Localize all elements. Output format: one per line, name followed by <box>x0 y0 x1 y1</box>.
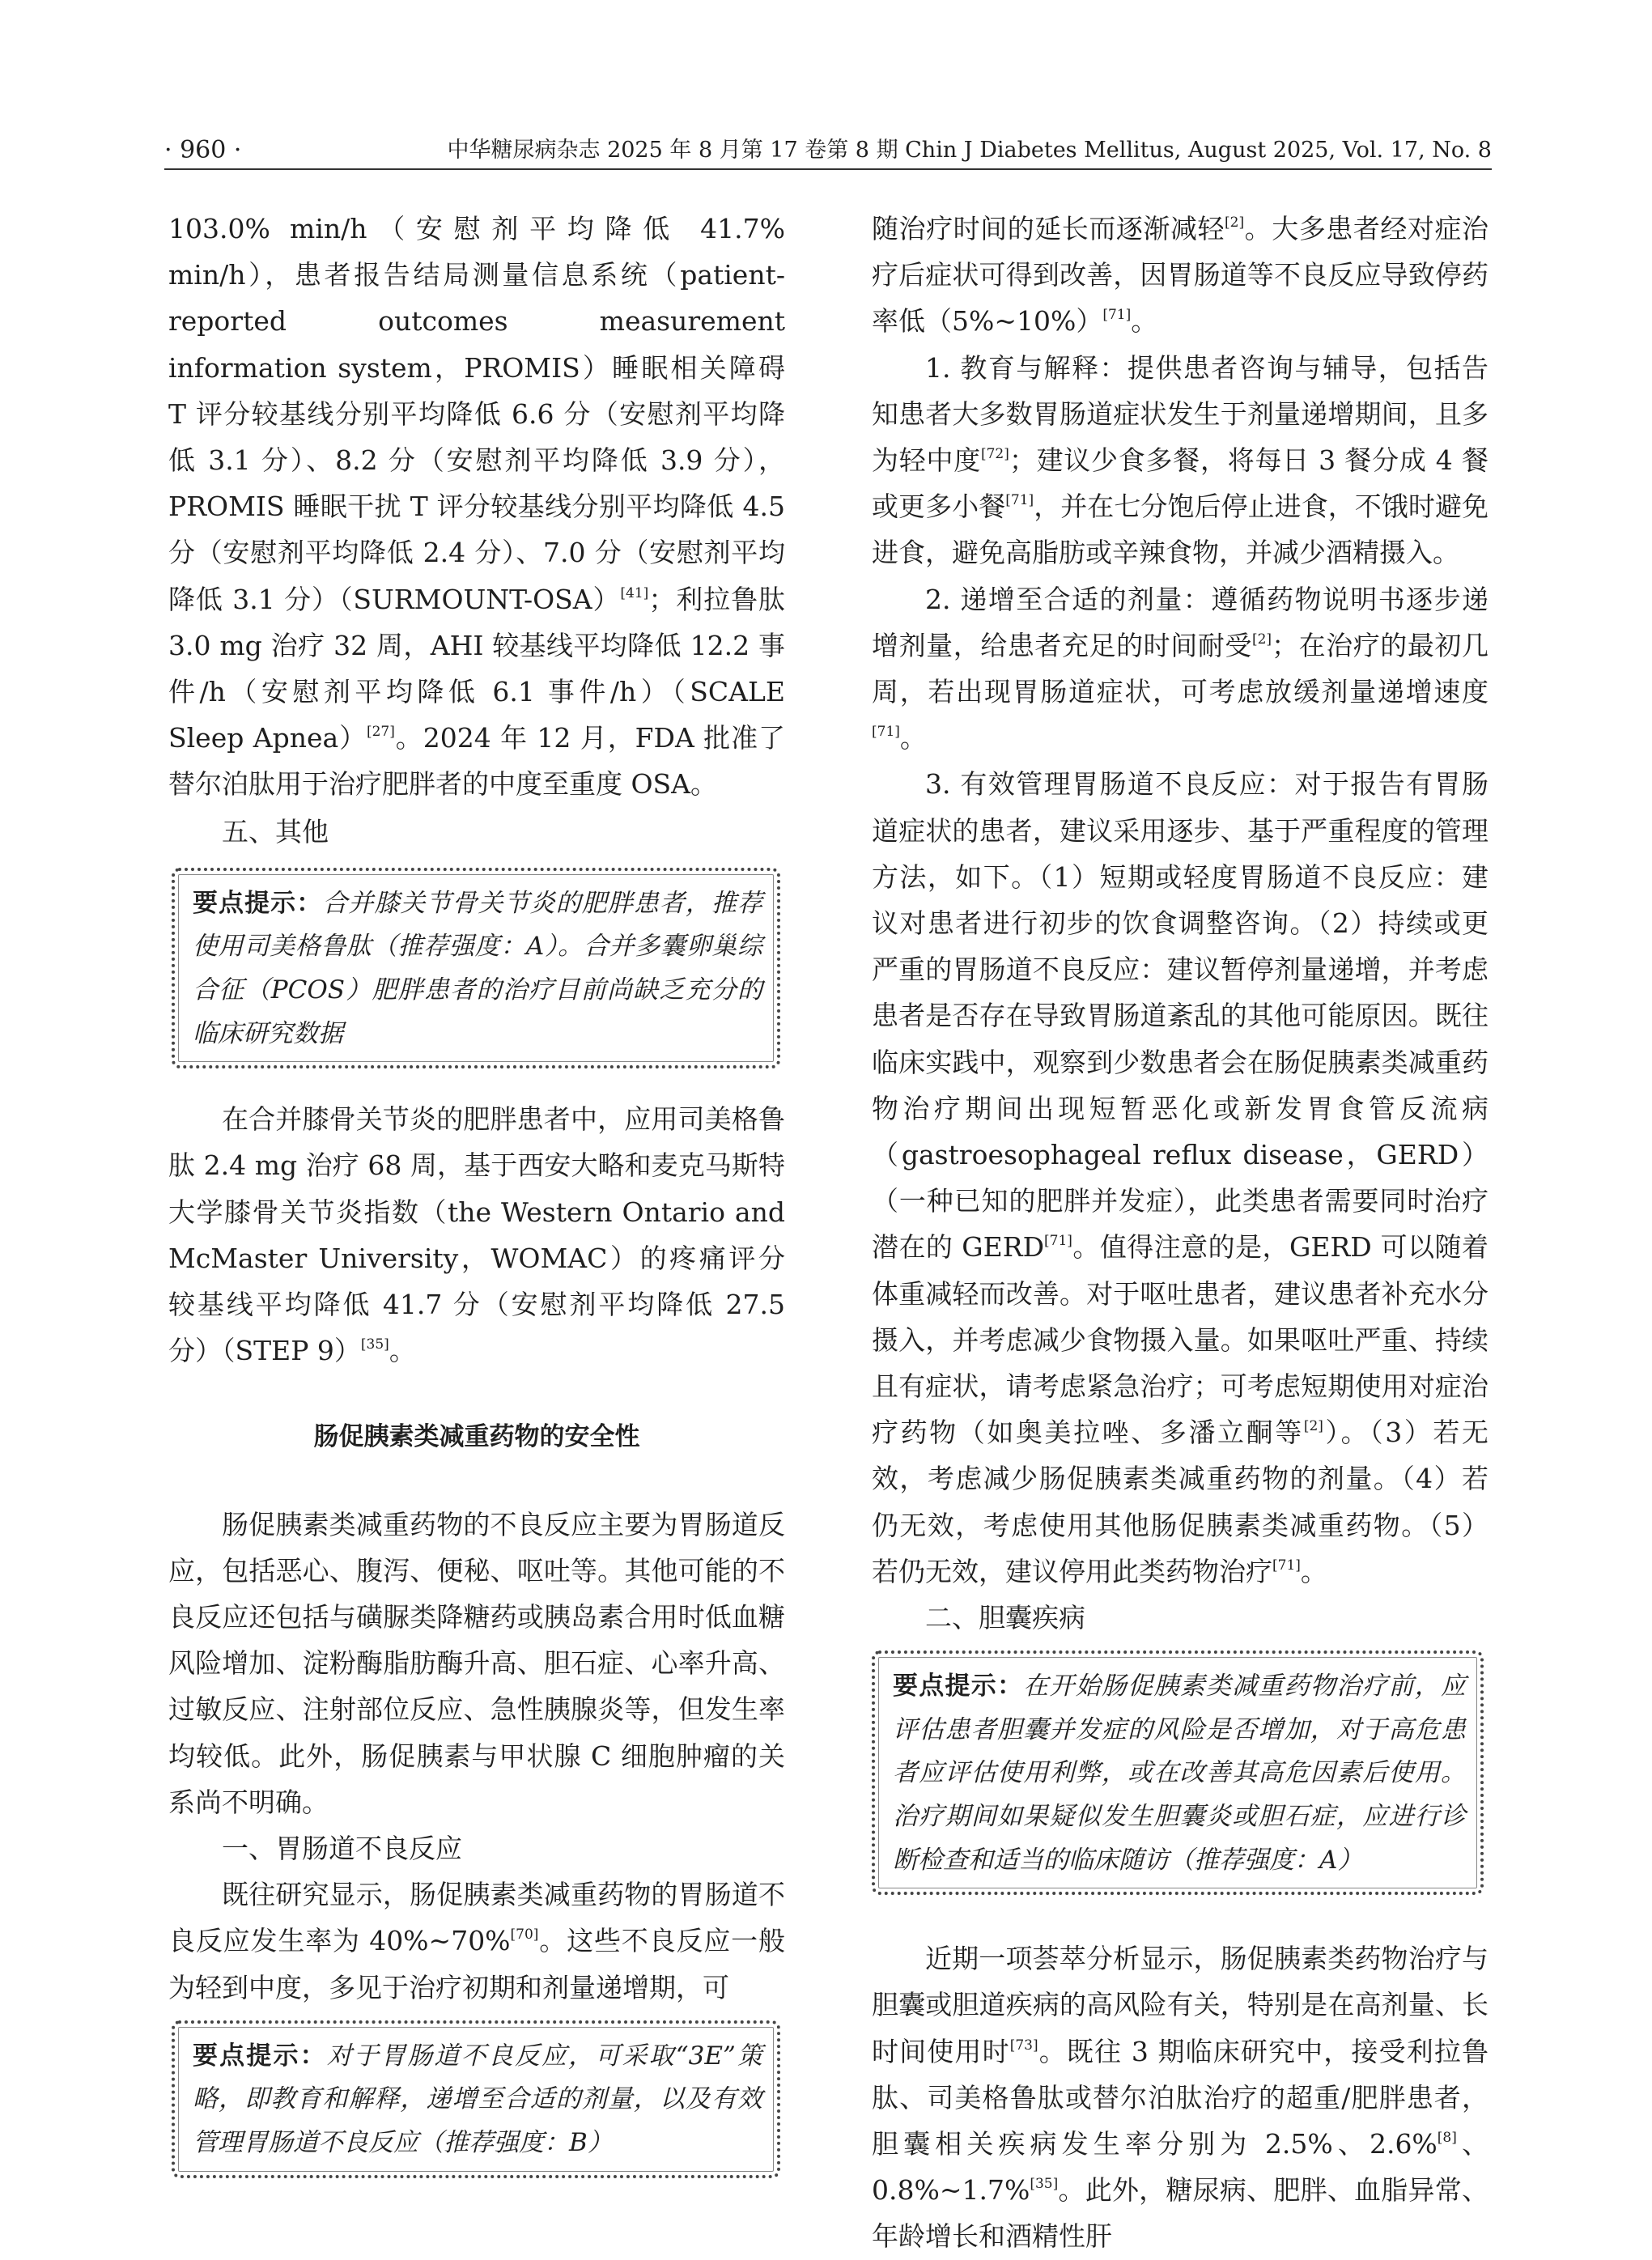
citation: [73] <box>1009 2037 1038 2054</box>
citation: [71] <box>1272 1557 1301 1574</box>
journal-citation: 中华糖尿病杂志 2025 年 8 月第 17 卷第 8 期 Chin J Diabetes Mellitus, August 2025, Vol. 17, No. 8 <box>447 138 1492 163</box>
paragraph-dose-escalation: 2. 递增至合适的剂量：遵循药物说明书逐步递增剂量，给患者充足的时间耐受[2]；在治疗的最初几周，若出现胃肠道症状，可考虑放缓剂量递增速度[71]。 <box>872 583 1489 754</box>
paragraph-education: 1. 教育与解释：提供患者咨询与辅导，包括告知患者大多数胃肠道症状发生于剂量递增期间，且多为轻中度[72]；建议少食多餐，将每日 3 餐分成 4 餐或更多小餐[71]，并在七分饱后停止进食，不饿时避免进食，避免高脂肪或辛辣食物，并减少酒精摄入。 <box>872 351 1489 569</box>
citation: [72] <box>980 446 1009 463</box>
key-point-label: 要点提示： <box>193 888 323 918</box>
citation: [41] <box>620 584 649 601</box>
citation: [35] <box>1030 2176 1059 2193</box>
key-point-box-other <box>172 868 780 1068</box>
key-point-text: 合并膝关节骨关节炎的肥胖患者，推荐使用司美格鲁肽（推荐强度：A）。合并多囊卵巢综合征（PCOS）肥胖患者的治疗目前尚缺乏充分的临床研究数据 <box>193 888 763 1048</box>
citation: [2] <box>1251 631 1272 648</box>
paragraph-gi-course: 随治疗时间的延长而逐渐减轻[2]。大多患者经对症治疗后症状可得到改善，因胃肠道等不良反应导致停药率低（5%~10%）[71]。 <box>872 213 1489 338</box>
paragraph-knee-oa: 在合并膝骨关节炎的肥胖患者中，应用司美格鲁肽 2.4 mg 治疗 68 周，基于西安大略和麦克马斯特大学膝骨关节炎指数（the Western Ontario and McMaster University，WOMAC）的疼痛评分较基线平均降低 41.7 分（安慰剂平均降低 27.5 分）（STEP 9）[35]。 <box>168 1103 785 1367</box>
paragraph-gallbladder-risk: 近期一项荟萃分析显示，肠促胰素类药物治疗与胆囊或胆道疾病的高风险有关，特别是在高剂量、长时间使用时[73]。既往 3 期临床研究中，接受利拉鲁肽、司美格鲁肽或替尔泊肽治疗的超重/肥胖患者，胆囊相关疾病发生率分别为 2.5%、2.6%[8]、0.8%~1.7%[35]。此外，糖尿病、肥胖、血脂异常、年龄增长和酒精性肝 <box>872 1943 1489 2253</box>
subheading-gi: 一、胃肠道不良反应 <box>222 1833 462 1865</box>
page-number: · 960 · <box>164 136 242 164</box>
key-point-label: 要点提示： <box>193 2041 327 2071</box>
key-point-box-gi <box>172 2020 780 2178</box>
paragraph-adverse-overview: 肠促胰素类减重药物的不良反应主要为胃肠道反应，包括恶心、腹泻、便秘、呕吐等。其他可能的不良反应还包括与磺脲类降糖药或胰岛素合用时低血糖风险增加、淀粉酶脂肪酶升高、胆石症、心率升高、过敏反应、注射部位反应、急性胰腺炎等，但发生率均较低。此外，肠促胰素与甲状腺 C 细胞肿瘤的关系尚不明确。 <box>168 1508 785 1818</box>
page-header <box>164 136 1492 170</box>
subheading-gallbladder: 二、胆囊疾病 <box>925 1602 1085 1634</box>
citation: [71] <box>1102 307 1132 324</box>
citation: [2] <box>1225 215 1245 231</box>
key-point-text: 对于胃肠道不良反应，可采取“3E”策略，即教育和解释，递增至合适的剂量，以及有效管理胃肠道不良反应（推荐强度：B） <box>193 2041 762 2158</box>
key-point-text: 在开始肠促胰素类减重药物治疗前，应评估患者胆囊并发症的风险是否增加，对于高危患者应评估使用利弊，或在改善其高危因素后使用。治疗期间如果疑似发生胆囊炎或胆石症，应进行诊断检查和适当的临床随访（推荐强度：A） <box>893 1672 1467 1875</box>
citation: [70] <box>510 1927 539 1944</box>
paragraph-osa-results: 103.0% min/h（安慰剂平均降低 41.7% min/h），患者报告结局测量信息系统（patient-reported outcomes measurement information system，PROMIS）睡眠相关障碍 T 评分较基线分别平均降低 6.6 分（安慰剂平均降低 3.1 分）、8.2 分（安慰剂平均降低 3.9 分），PROMIS 睡眠干扰 T 评分较基线分别平均降低 4.5 分（安慰剂平均降低 2.4 分）、7.0 分（安慰剂平均降低 3.1 分）（SURMOUNT-OSA）[41]；利拉鲁肽 3.0 mg 治疗 32 周，AHI 较基线平均降低 12.2 事件/h（安慰剂平均降低 6.1 事件/h）（SCALE Sleep Apnea）[27]。2024 年 12 月，FDA 批准了替尔泊肽用于治疗肥胖者的中度至重度 OSA。 <box>168 213 786 801</box>
paragraph-gi-management: 3. 有效管理胃肠道不良反应：对于报告有胃肠道症状的患者，建议采用逐步、基于严重程度的管理方法，如下。（1）短期或轻度胃肠道不良反应：建议对患者进行初步的饮食调整咨询。（2）持续或更严重的胃肠道不良反应：建议暂停剂量递增，并考虑患者是否存在导致胃肠道紊乱的其他可能原因。既往临床实践中，观察到少数患者会在肠促胰素类减重药物治疗期间出现短暂恶化或新发胃食管反流病（gastroesophageal reflux disease，GERD）（一种已知的肥胖并发症），此类患者需要同时治疗潜在的 GERD[71]。值得注意的是，GERD 可以随着体重减轻而改善。对于呕吐患者，建议患者补充水分摄入，并考虑减少食物摄入量。如果呕吐严重、持续且有症状，请考虑紧急治疗；可考虑短期使用对症治疗药物（如奥美拉唑、多潘立酮等[2]）。（3）若无效，考虑减少肠促胰素类减重药物的剂量。（4）若仍无效，考虑使用其他肠促胰素类减重药物。（5）若仍无效，建议停用此类药物治疗[71]。 <box>872 768 1489 1587</box>
citation: [71] <box>1005 492 1034 509</box>
citation: [8] <box>1437 2130 1457 2147</box>
citation: [35] <box>360 1336 389 1353</box>
subheading-other: 五、其他 <box>222 815 329 848</box>
section-title-safety: 肠促胰素类减重药物的安全性 <box>313 1422 640 1452</box>
citation: [71] <box>872 724 900 741</box>
right-column <box>872 206 1488 2260</box>
citation: [27] <box>366 724 395 741</box>
left-column <box>168 206 785 2178</box>
key-point-label: 要点提示： <box>893 1672 1024 1701</box>
paragraph-gi-incidence: 既往研究显示，肠促胰素类减重药物的胃肠道不良反应发生率为 40%~70%[70]。这些不良反应一般为轻到中度，多见于治疗初期和剂量递增期，可 <box>168 1879 785 2003</box>
citation: [2] <box>1303 1418 1323 1435</box>
citation: [71] <box>1044 1233 1072 1250</box>
key-point-box-gallbladder <box>872 1650 1484 1895</box>
